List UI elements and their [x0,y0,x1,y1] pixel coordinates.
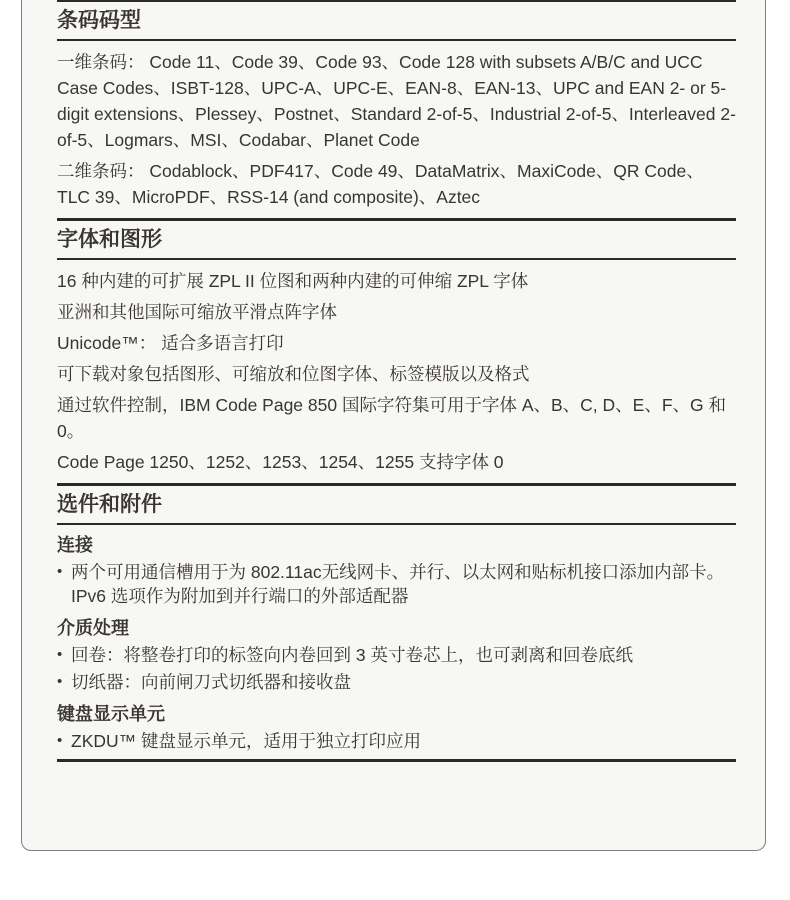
bullet-icon: • [57,563,63,580]
paragraph: 通过软件控制，IBM Code Page 850 国际字符集可用于字体 A、B、C, D、E、F、G 和 0。 [57,395,727,441]
bullet-item [57,729,736,753]
section-top-rule [57,0,736,2]
section-fonts-and-graphics [57,218,736,475]
group-heading-0: 连接 [57,535,93,555]
section-title-rule [57,258,736,260]
section-options-and-accessories [57,483,736,753]
paragraph: 一维条码： Code 11、Code 39、Code 93、Code 128 with subsets A/B/C and UCC Case Codes、ISBT-128、UPC-A、UPC-E、EAN-8、EAN-13、UPC and EAN 2- or 5-digit extensions、Plessey、Postnet、Standard 2-of-5、Industrial 2-of-5、Interleaved 2-of-5、Logmars、MSI、Codabar、Planet Code [57,52,736,150]
paragraph: 16 种内建的可扩展 ZPL II 位图和两种内建的可伸缩 ZPL 字体 [57,271,529,291]
bullet-icon: • [57,673,63,690]
section-title-rule [57,523,736,525]
bullet-text: 回卷：将整卷打印的标签向内卷回到 3 英寸卷芯上，也可剥离和回卷底纸 [71,645,633,665]
bullet-text: 切纸器：向前闸刀式切纸器和接收盘 [71,672,351,692]
bullet-item [57,670,736,694]
spec-content [57,0,736,762]
section-top-rule [57,218,736,221]
bullet-icon: • [57,732,63,749]
paragraph: 二维条码： Codablock、PDF417、Code 49、DataMatrix、MaxiCode、QR Code、TLC 39、MicroPDF、RSS-14 (and composite)、Aztec [57,161,704,207]
paragraph: 可下载对象包括图形、可缩放和位图字体、标签模版以及格式 [57,364,530,384]
bullet-icon: • [57,646,63,663]
group-heading-2: 键盘显示单元 [57,704,165,724]
section-title-barcode-symbologies: 条码码型 [57,9,141,32]
bullet-text: ZKDU™ 键盘显示单元，适用于独立打印应用 [71,731,421,751]
section-title-fonts-and-graphics: 字体和图形 [57,228,162,251]
bullet-text: 两个可用通信槽用于为 802.11ac无线网卡、并行、以太网和贴标机接口添加内部卡。IPv6 选项作为附加到并行端口的外部适配器 [71,562,725,606]
paragraph: 亚洲和其他国际可缩放平滑点阵字体 [57,302,337,322]
section-title-rule [57,39,736,41]
paragraph: Unicode™： 适合多语言打印 [57,333,284,353]
section-title-options-and-accessories: 选件和附件 [57,493,162,516]
group-heading-1: 介质处理 [57,618,129,638]
card-bottom-rule [57,759,736,762]
bullet-item [57,560,736,608]
paragraph: Code Page 1250、1252、1253、1254、1255 支持字体 0 [57,452,504,472]
section-top-rule [57,483,736,486]
section-barcode-symbologies [57,0,736,210]
spec-card [21,0,766,851]
bullet-item [57,643,736,667]
